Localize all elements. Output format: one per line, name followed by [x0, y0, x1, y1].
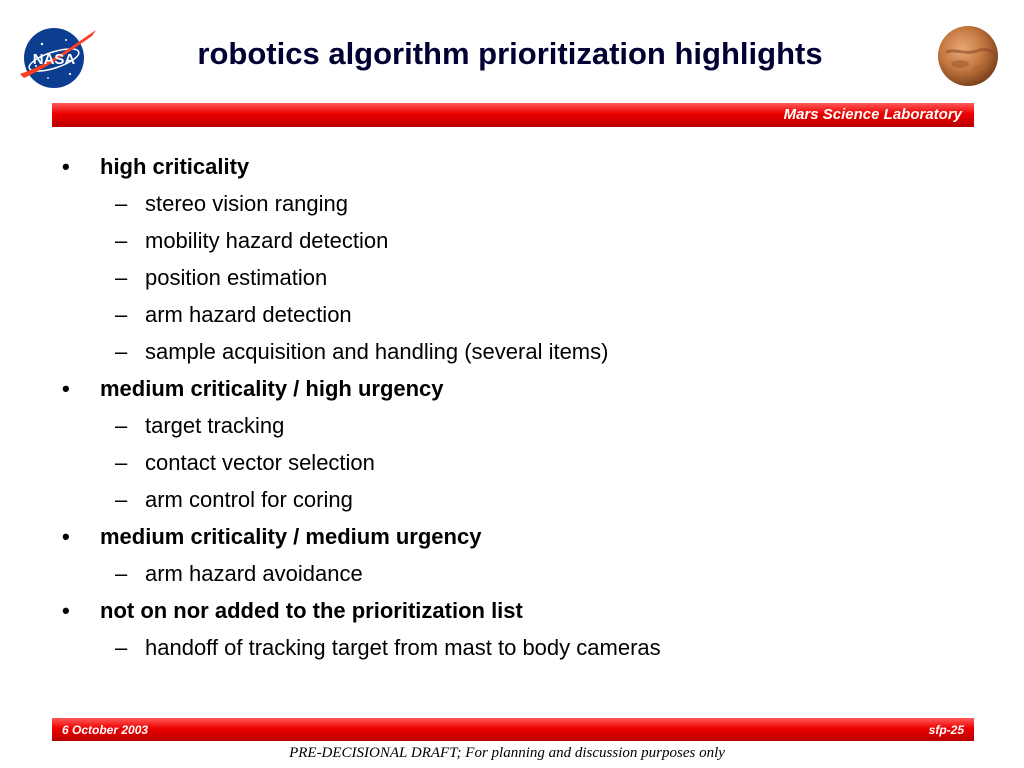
dash-marker: – [115, 228, 128, 253]
bullet-marker: • [62, 154, 70, 179]
bullet-item [60, 594, 960, 631]
bullet-text: arm hazard avoidance [145, 561, 363, 586]
bullet-marker: • [62, 598, 70, 623]
dash-marker: – [115, 561, 128, 586]
sub-bullet-item [60, 335, 960, 372]
bullet-marker: • [62, 376, 70, 401]
bullet-text: arm hazard detection [145, 302, 352, 327]
bullet-text: handoff of tracking target from mast to body cameras [145, 635, 661, 660]
dash-marker: – [115, 302, 128, 327]
bullet-item [60, 520, 960, 557]
sub-bullet-item [60, 224, 960, 261]
bullet-text: stereo vision ranging [145, 191, 349, 216]
bullet-marker: • [62, 524, 70, 549]
bullet-text: sample acquisition and handling (several items) [145, 339, 609, 364]
bullet-text: contact vector selection [145, 450, 375, 475]
dash-marker: – [115, 265, 128, 290]
bullet-text: not on nor added to the prioritization list [100, 598, 523, 623]
sub-bullet-item [60, 409, 960, 446]
dash-marker: – [115, 635, 128, 660]
bullet-text: medium criticality / high urgency [100, 376, 444, 401]
sub-bullet-item [60, 298, 960, 335]
header-band-text: Mars Science Laboratory [783, 106, 962, 123]
dash-marker: – [115, 450, 128, 475]
nasa-logo [14, 22, 100, 94]
sub-bullet-item [60, 446, 960, 483]
footer-disclaimer: PRE-DECISIONAL DRAFT; For planning and discussion purposes only [289, 745, 725, 761]
svg-text:NASA: NASA [32, 51, 76, 68]
bullet-text: mobility hazard detection [145, 228, 389, 253]
dash-marker: – [115, 191, 128, 216]
bullet-list [60, 150, 960, 668]
bullet-text: position estimation [145, 265, 328, 290]
header-band [52, 103, 974, 127]
sub-bullet-item [60, 631, 960, 668]
bullet-text: medium criticality / medium urgency [100, 524, 482, 549]
sub-bullet-item [60, 557, 960, 594]
footer-date: 6 October 2003 [62, 723, 149, 737]
bullet-text: target tracking [145, 413, 285, 438]
footer-slide-id: sfp-25 [928, 723, 964, 737]
sub-bullet-item [60, 483, 960, 520]
bullet-item [60, 150, 960, 187]
dash-marker: – [115, 487, 128, 512]
bullet-text: arm control for coring [145, 487, 353, 512]
mars-planet-image [936, 24, 1000, 88]
dash-marker: – [115, 339, 128, 364]
footer-band [52, 718, 974, 741]
sub-bullet-item [60, 187, 960, 224]
sub-bullet-item [60, 261, 960, 298]
bullet-text: high criticality [100, 154, 250, 179]
dash-marker: – [115, 413, 128, 438]
slide-title: robotics algorithm prioritization highlights [197, 36, 823, 71]
bullet-item [60, 372, 960, 409]
